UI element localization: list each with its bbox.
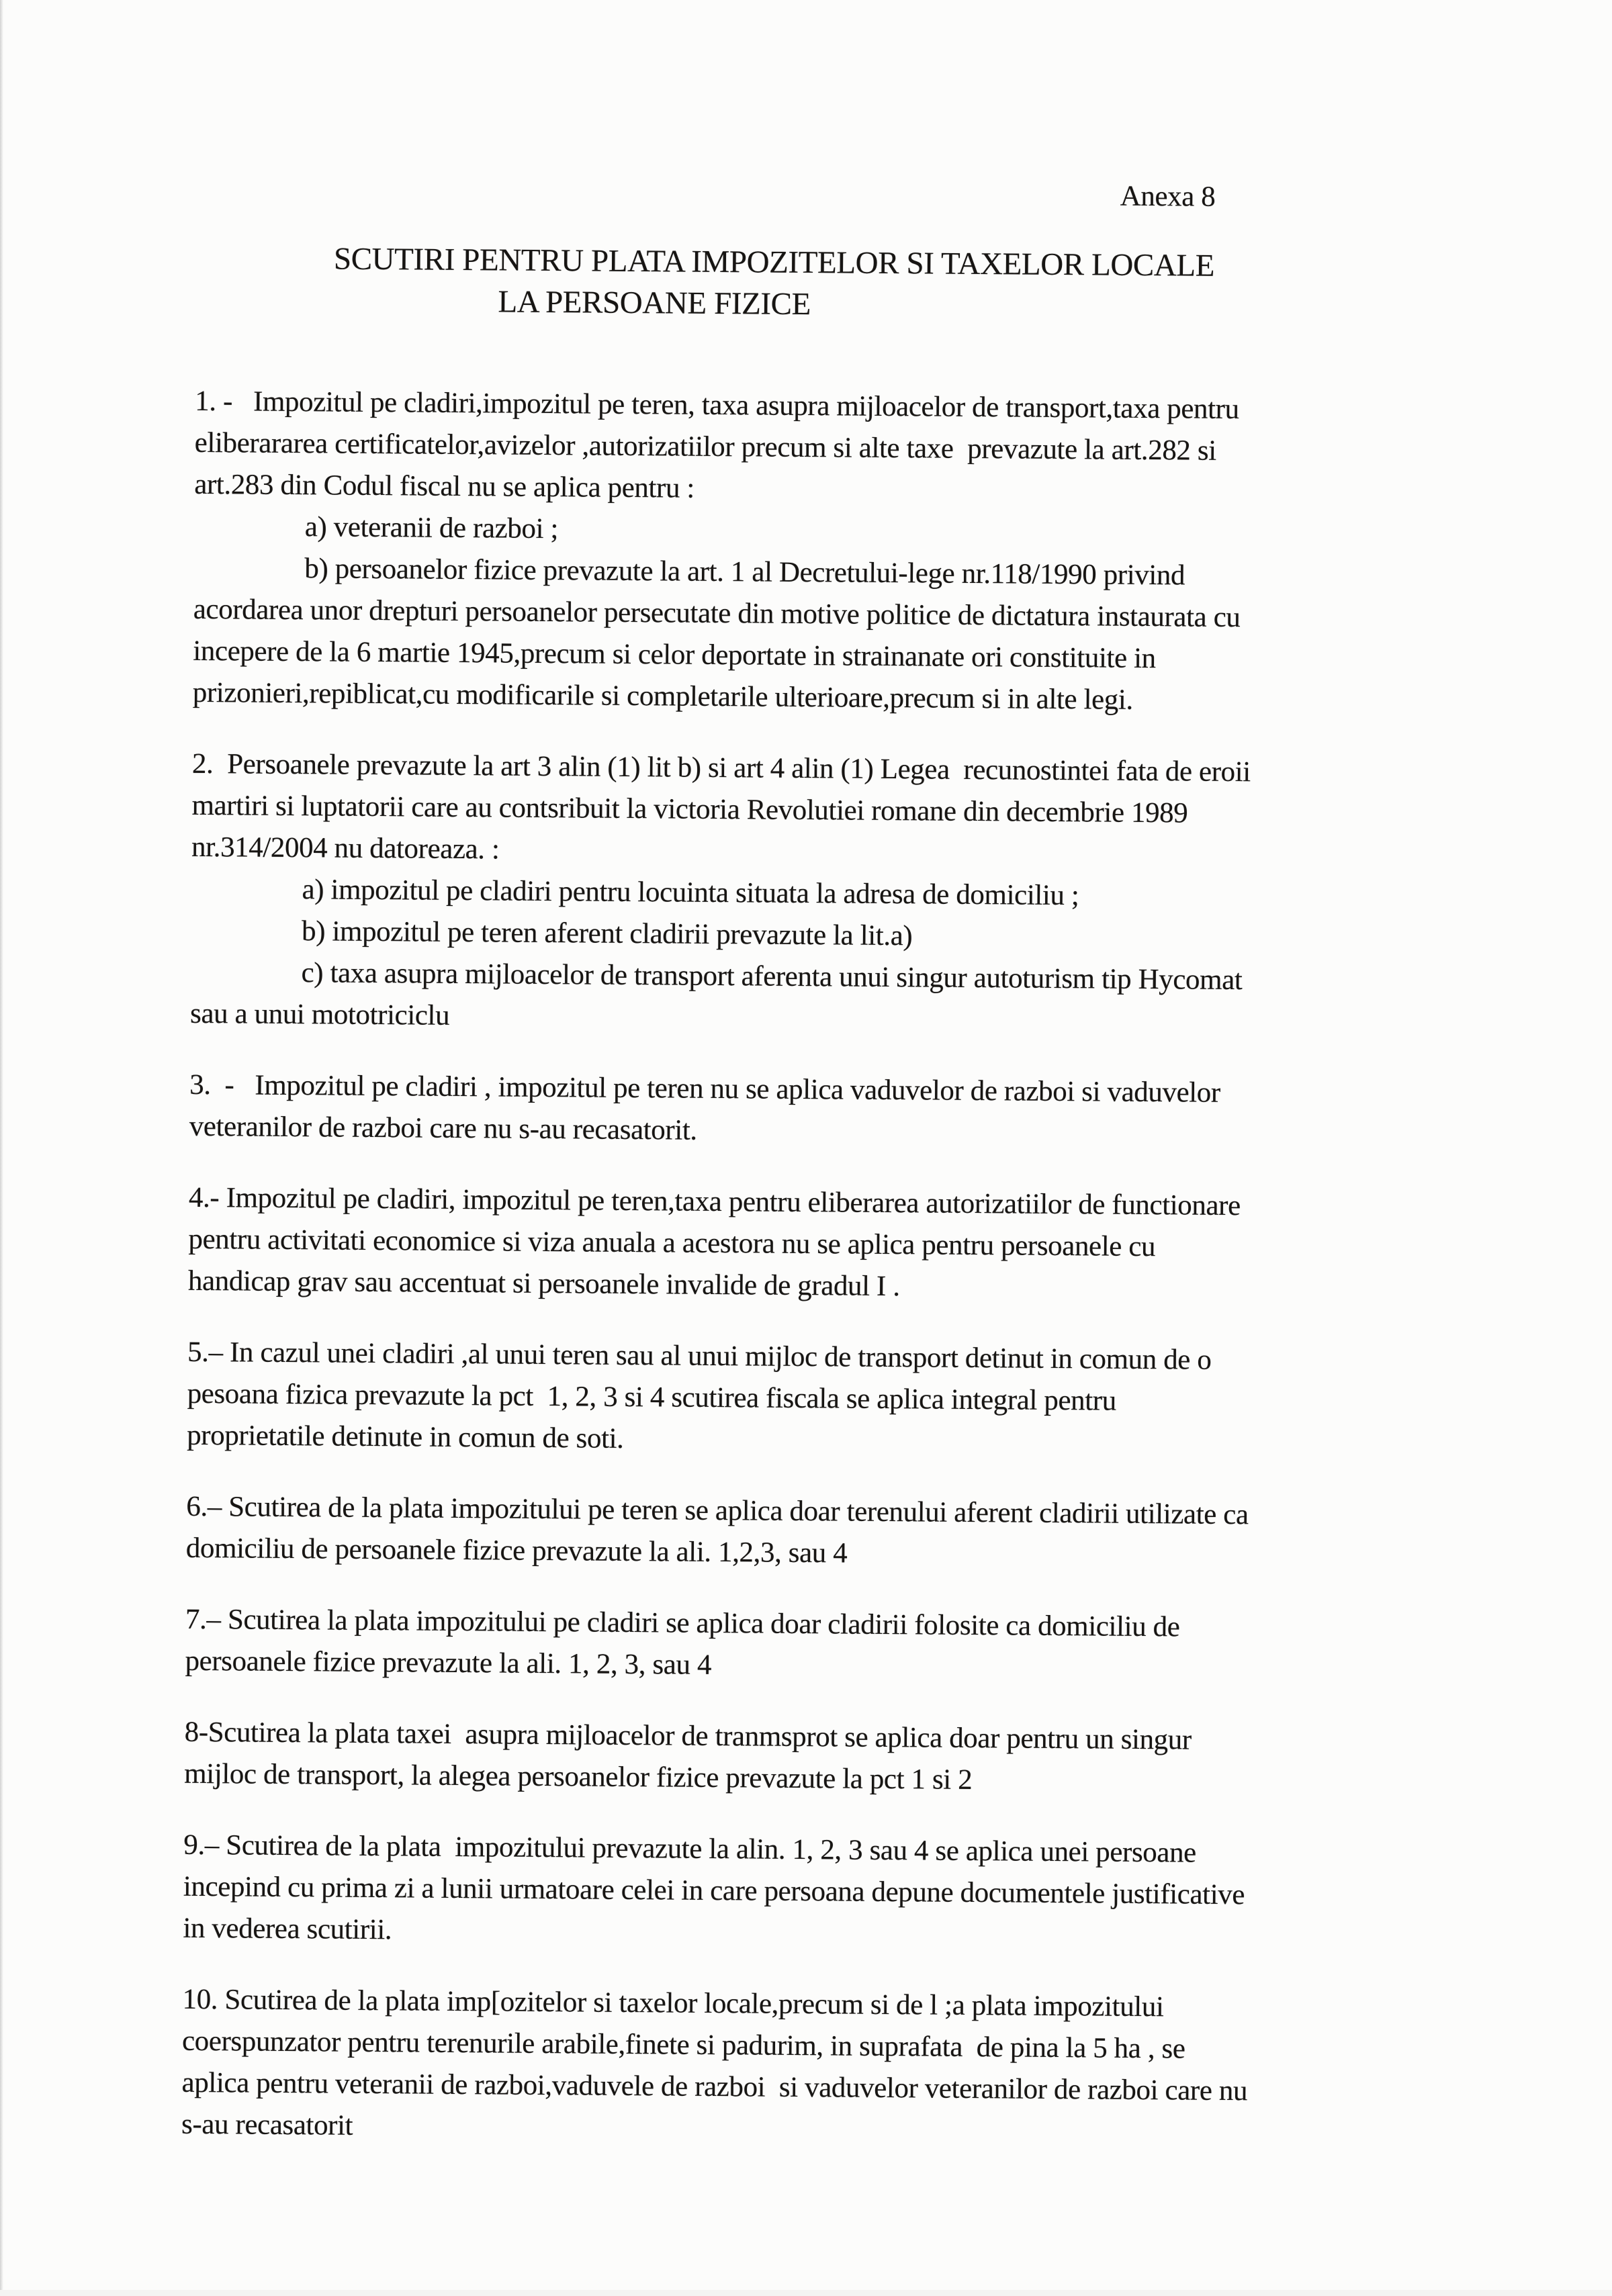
text-line: persoanele fizice prevazute la ali. 1, 2, 3, sau 4 bbox=[185, 1645, 712, 1681]
text-line: sau a unui mototriciclu bbox=[189, 997, 450, 1031]
text-line: aplica pentru veteranii de razboi,vaduvele de razboi si vaduvelor veteranilor de razboi care nu bbox=[181, 2066, 1248, 2107]
text-line: 3. - Impozitul pe cladiri , impozitul pe teren nu se aplica vaduvelor de razboi si vaduvelor bbox=[189, 1068, 1221, 1109]
text-line: 7.– Scutirea la plata impozitului pe cladiri se aplica doar cladirii folosite ca domiciliu de bbox=[185, 1603, 1180, 1643]
text-line: mijloc de transport, la alegea persoanelor fizice prevazute la pct 1 si 2 bbox=[184, 1757, 973, 1796]
text-line: handicap grav sau accentuat si persoanele invalide de gradul I . bbox=[187, 1265, 900, 1303]
text-line: 8-Scutirea la plata taxei asupra mijloacelor de tranmsprot se aplica doar pentru un singur bbox=[184, 1716, 1192, 1756]
text-line: martiri si luptatorii care au contsribuit la victoria Revolutiei romane din decembrie 1989 bbox=[191, 789, 1188, 829]
paragraph-7 bbox=[185, 1599, 1438, 1692]
text-line: prizonieri,repiblicat,cu modificarile si completarile ulterioare,precum si in alte legi. bbox=[192, 676, 1133, 716]
text-line: veteranilor de razboi care nu s-au recasatorit. bbox=[189, 1110, 697, 1146]
text-line: a) veteranii de razboi ; bbox=[304, 511, 559, 545]
text-line: c) taxa asupra mijloacelor de transport aferenta unui singur autoturism tip Hycomat bbox=[301, 957, 1243, 997]
text-line: art.283 din Codul fiscal nu se aplica pentru : bbox=[194, 468, 695, 504]
text-line: incepere de la 6 martie 1945,precum si celor deportate in strainanate ori constituite in bbox=[193, 635, 1156, 675]
text-line: acordarea unor drepturi persoanelor persecutate din motive politice de dictatura instaurata cu bbox=[193, 593, 1241, 634]
text-line: eliberararea certificatelor,avizelor ,autorizatiilor precum si alte taxe prevazute la art.282 si bbox=[194, 426, 1216, 467]
text-line: incepind cu prima zi a lunii urmatoare celei in care persoana depune documentele justificative bbox=[183, 1870, 1245, 1911]
text-line: 9.– Scutirea de la plata impozitului prevazute la alin. 1, 2, 3 sau 4 se aplica unei persoane bbox=[183, 1829, 1197, 1869]
text-line: s-au recasatorit bbox=[181, 2108, 353, 2142]
text-line: 4.- Impozitul pe cladiri, impozitul pe teren,taxa pentru eliberarea autorizatiilor de functionare bbox=[188, 1181, 1241, 1222]
text-line: b) impozitul pe teren aferent cladirii prevazute la lit.a) bbox=[301, 915, 913, 952]
text-line: 1. - Impozitul pe cladiri,impozitul pe teren, taxa asupra mijloacelor de transport,taxa pentru bbox=[195, 385, 1239, 426]
paragraph-9 bbox=[183, 1825, 1436, 1960]
text-line: pentru activitati economice si viza anuala a acestora nu se aplica pentru persoanele cu bbox=[188, 1223, 1156, 1263]
text-line: 2. Persoanele prevazute la art 3 alin (1) lit b) si art 4 alin (1) Legea recunostintei fata de eroii bbox=[191, 747, 1251, 788]
paragraph-3 bbox=[189, 1064, 1443, 1158]
document-title bbox=[195, 237, 1449, 330]
text-line: nr.314/2004 nu datoreaza. : bbox=[191, 831, 500, 866]
paragraph-1 bbox=[193, 381, 1448, 724]
paragraph-2 bbox=[190, 743, 1445, 1045]
text-line: in vederea scutirii. bbox=[183, 1912, 392, 1946]
paragraph-10 bbox=[181, 1979, 1435, 2156]
text-line: 5.– In cazul unei cladiri ,al unui teren sau al unui mijloc de transport detinut in comun de o bbox=[187, 1336, 1212, 1376]
text-line: 10. Scutirea de la plata imp[ozitelor si taxelor locale,precum si de l ;a plata impozitului bbox=[182, 1983, 1164, 2023]
paragraph-5 bbox=[187, 1332, 1440, 1467]
text-line: proprietatile detinute in comun de soti. bbox=[187, 1419, 624, 1455]
text-line: domiciliu de persoanele fizice prevazute la ali. 1,2,3, sau 4 bbox=[185, 1532, 848, 1569]
paragraph-8 bbox=[184, 1712, 1437, 1805]
text-line: 6.– Scutirea de la plata impozitului pe teren se aplica doar terenului aferent cladirii utilizate ca bbox=[186, 1490, 1249, 1531]
text-line: pesoana fizica prevazute la pct 1, 2, 3 si 4 scutirea fiscala se aplica integral pentru bbox=[187, 1377, 1116, 1417]
annex-label: Anexa 8 bbox=[1120, 180, 1216, 213]
text-line: a) impozitul pe cladiri pentru locuinta situata la adresa de domiciliu ; bbox=[302, 874, 1079, 912]
paragraph-4 bbox=[188, 1177, 1441, 1312]
title-line-2: LA PERSOANE FIZICE bbox=[498, 284, 811, 322]
paragraph-6 bbox=[186, 1486, 1439, 1579]
title-line-1: SCUTIRI PENTRU PLATA IMPOZITELOR SI TAXELOR LOCALE bbox=[333, 241, 1215, 283]
text-line: coerspunzator pentru terenurile arabile,finete si padurim, in suprafata de pina la 5 ha , se bbox=[181, 2025, 1185, 2065]
text-line: b) persoanelor fizice prevazute la art. 1 al Decretului-lege nr.118/1990 privind bbox=[304, 553, 1185, 592]
